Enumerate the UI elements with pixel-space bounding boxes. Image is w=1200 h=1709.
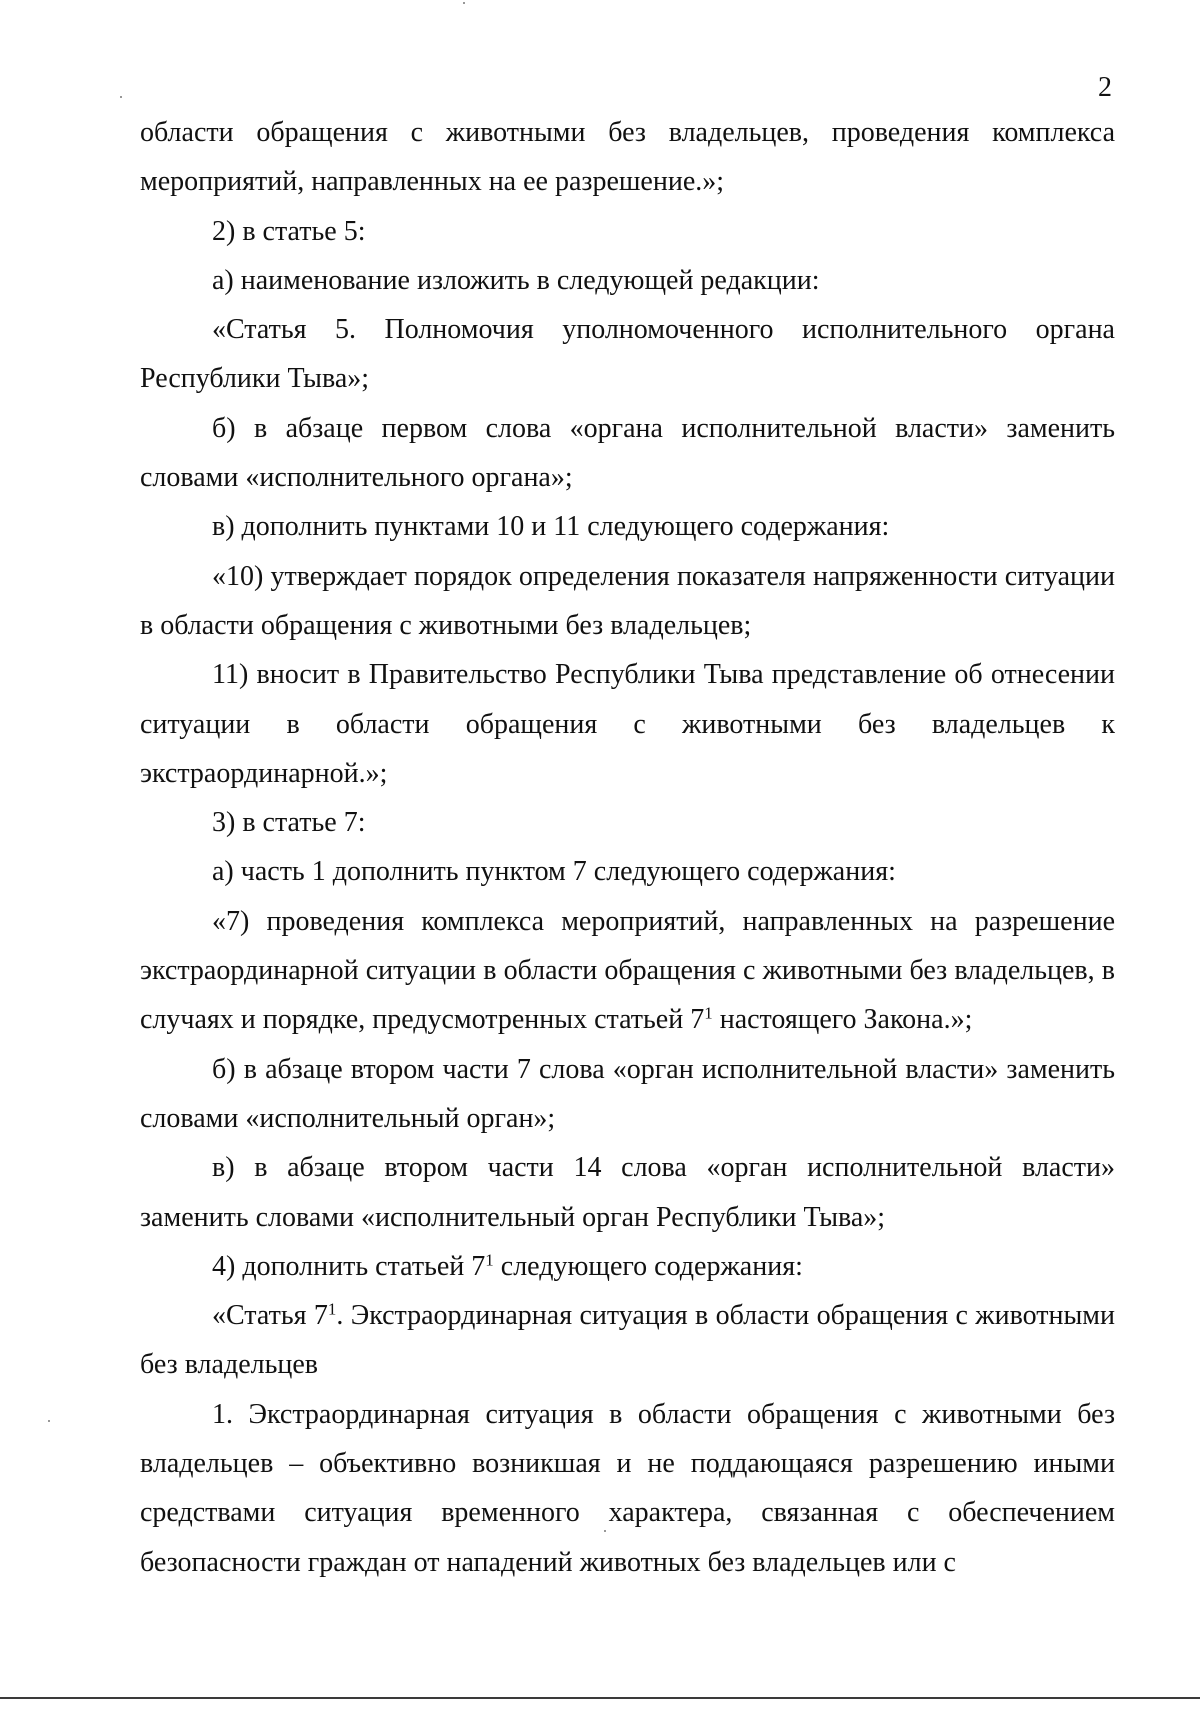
paragraph: [140, 897, 1115, 1045]
scan-speck: [463, 2, 465, 4]
paragraph: 3) в статье 7:: [212, 807, 366, 839]
text-run: . Экстраординарная ситуация в области обращения с животными без владельцев: [140, 1300, 1115, 1381]
superscript: 1: [704, 1004, 713, 1023]
document-body: [140, 108, 1115, 1587]
paragraph: области обращения с животными без владельцев, проведения комплекса мероприятий, направленных на ее разрешение.»;: [140, 117, 1115, 198]
superscript: 1: [327, 1299, 337, 1319]
text-run: 4) дополнить статьей 7: [212, 1250, 486, 1282]
scan-speck: [604, 1530, 606, 1532]
superscript: 1: [485, 1250, 494, 1270]
paragraph: 2) в статье 5:: [212, 215, 366, 247]
paragraph: «Статья 5. Полномочия уполномоченного исполнительного органа Республики Тыва»;: [140, 314, 1115, 395]
paragraph: б) в абзаце втором части 7 слова «орган исполнительной власти» заменить словами «исполнительный орган»;: [140, 1053, 1115, 1134]
paragraph: [140, 1242, 1115, 1291]
text-run: «7) проведения комплекса мероприятий, направленных на разрешение экстраординарной ситуации в области обращения с животными без владельцев, в случаях и порядке, предусмотренных статьей 7: [140, 905, 1115, 1036]
text-run: следующего содержания:: [493, 1250, 803, 1282]
scan-edge-line: [0, 1697, 1200, 1699]
paragraph: а) часть 1 дополнить пунктом 7 следующего содержания:: [212, 856, 896, 888]
paragraph: в) дополнить пунктами 10 и 11 следующего содержания:: [212, 511, 890, 543]
paragraph: 11) вносит в Правительство Республики Тыва представление об отнесении ситуации в области обращения с животными без владельцев к экстраординарной.»;: [140, 659, 1115, 789]
scan-speck: [48, 1420, 50, 1422]
paragraph: б) в абзаце первом слова «органа исполнительной власти» заменить словами «исполнительного органа»;: [140, 412, 1115, 494]
paragraph: а) наименование изложить в следующей редакции:: [212, 264, 820, 296]
paragraph: в) в абзаце втором части 14 слова «орган исполнительной власти» заменить словами «исполнительный орган Республики Тыва»;: [140, 1152, 1115, 1233]
page-number: 2: [1098, 72, 1112, 103]
text-run: настоящего Закона.»;: [712, 1004, 973, 1036]
paragraph: «10) утверждает порядок определения показателя напряженности ситуации в области обращения с животными без владельцев;: [140, 560, 1115, 641]
paragraph: [140, 1291, 1115, 1390]
paragraph: 1. Экстраординарная ситуация в области обращения с животными без владельцев – объективно возникшая и не поддающаяся разрешению иными средствами ситуация временного характера, связанная с обеспечением безопасности граждан от нападений животных без владельцев или с: [140, 1398, 1115, 1578]
text-run: «Статья 7: [212, 1300, 328, 1332]
scan-speck: [120, 96, 122, 98]
